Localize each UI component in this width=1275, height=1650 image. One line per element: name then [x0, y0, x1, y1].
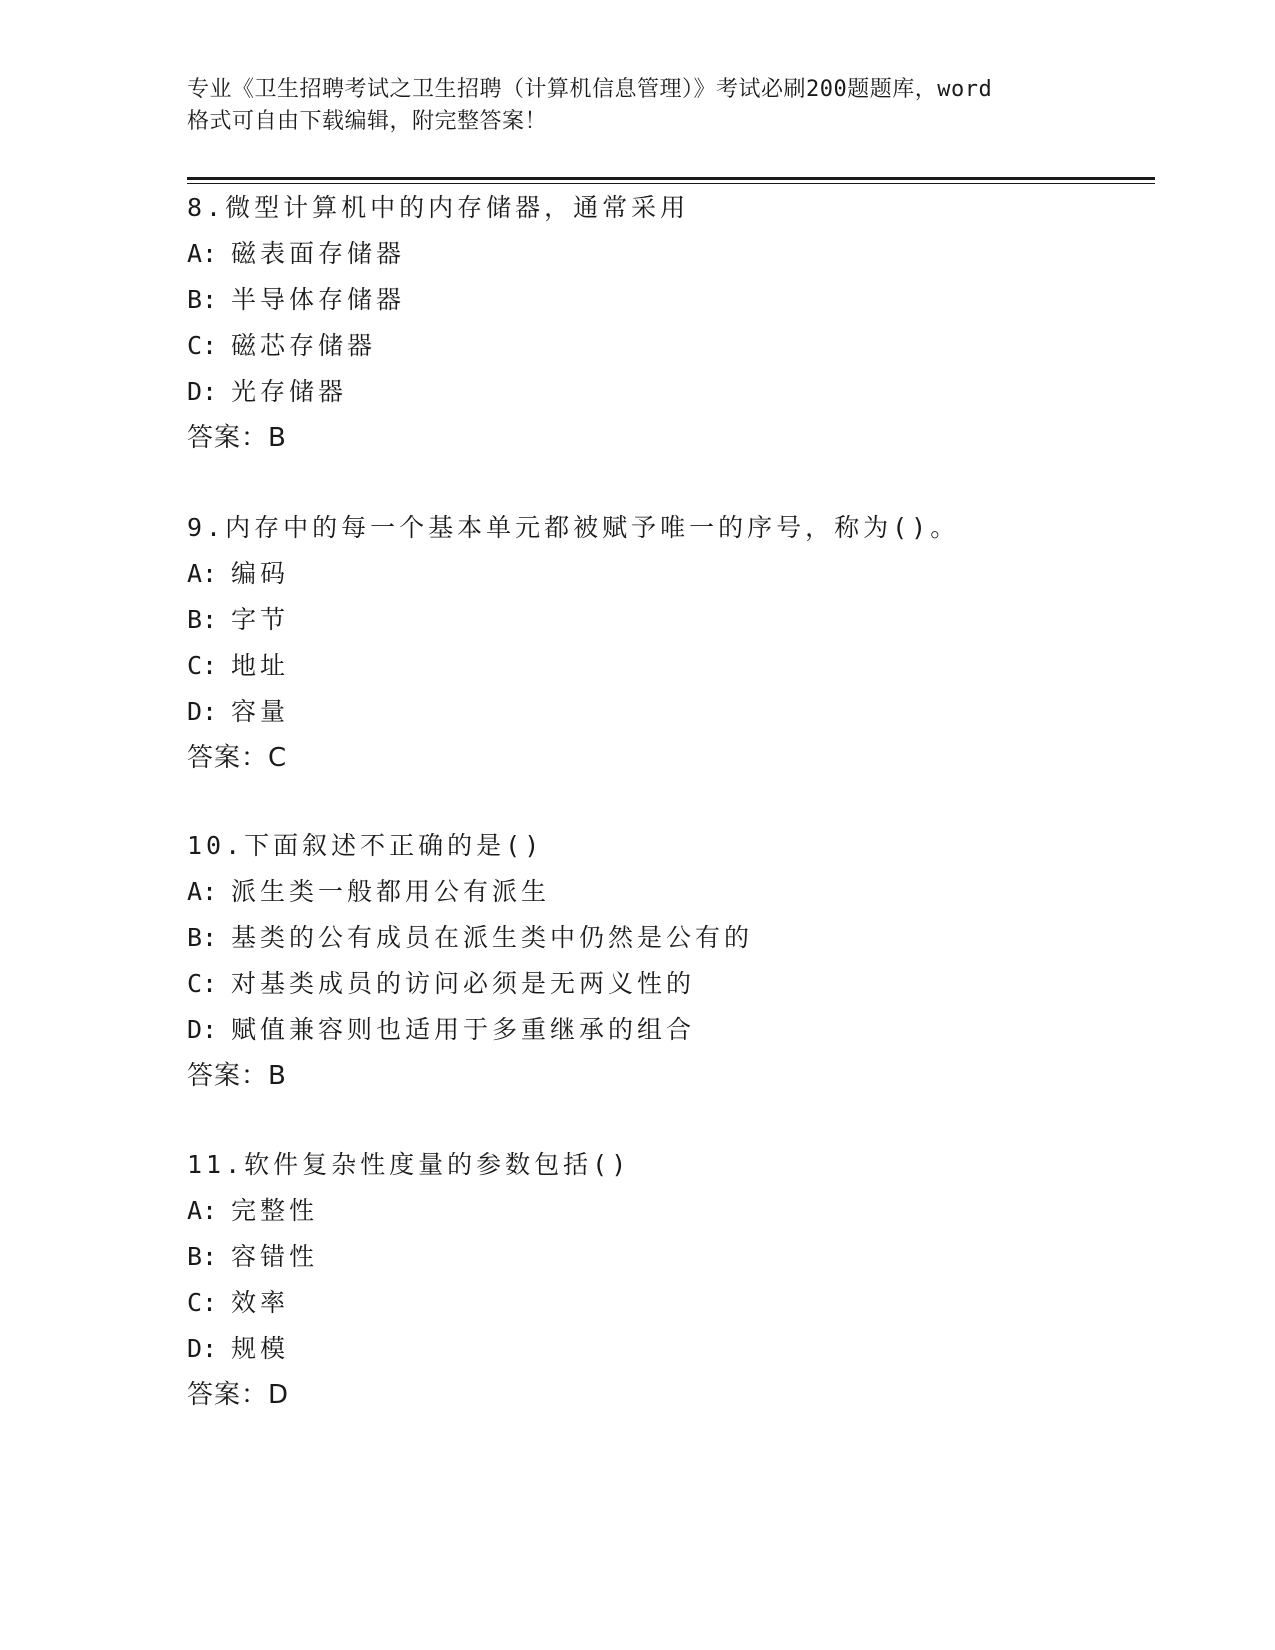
- answer-label: 答案：D: [187, 1380, 290, 1410]
- answer-label: 答案：B: [187, 1061, 287, 1091]
- option-c: [187, 643, 1147, 689]
- question-stem: 9.内存中的每一个基本单元都被赋予唯一的序号，称为()。: [187, 513, 960, 542]
- option-text: 派生类一般都用公有派生: [231, 877, 551, 906]
- header-divider-thin: [187, 183, 1155, 184]
- option-letter: C:: [187, 331, 218, 360]
- option-text: 容量: [231, 697, 290, 726]
- option-c: [187, 961, 1147, 1007]
- answer-label: 答案：C: [187, 743, 288, 773]
- option-c: [187, 1280, 1147, 1326]
- document-header: [187, 74, 1087, 138]
- option-a: [187, 1188, 1147, 1234]
- option-d: [187, 689, 1147, 735]
- option-text: 光存储器: [231, 377, 348, 406]
- question-block: [187, 823, 1147, 1099]
- option-letter: A:: [187, 1196, 218, 1225]
- option-a: [187, 231, 1147, 277]
- header-line-1: 专业《卫生招聘考试之卫生招聘（计算机信息管理）》考试必刷200题题库，word: [187, 77, 993, 102]
- question-block: [187, 505, 1147, 781]
- option-letter: D:: [187, 697, 218, 726]
- option-b: [187, 597, 1147, 643]
- question-stem: 10.下面叙述不正确的是(): [187, 831, 544, 860]
- question-stem: 8.微型计算机中的内存储器，通常采用: [187, 193, 690, 222]
- option-letter: B:: [187, 923, 218, 952]
- option-d: [187, 1007, 1147, 1053]
- option-text: 完整性: [231, 1196, 319, 1225]
- question-stem: 11.软件复杂性度量的参数包括(): [187, 1150, 631, 1179]
- header-divider-thick: [187, 177, 1155, 180]
- option-text: 基类的公有成员在派生类中仍然是公有的: [231, 923, 754, 952]
- option-letter: B:: [187, 285, 218, 314]
- option-letter: D:: [187, 1015, 218, 1044]
- option-letter: A:: [187, 877, 218, 906]
- option-text: 赋值兼容则也适用于多重继承的组合: [231, 1015, 696, 1044]
- option-text: 磁芯存储器: [231, 331, 377, 360]
- option-letter: C:: [187, 969, 218, 998]
- option-text: 半导体存储器: [231, 285, 406, 314]
- option-b: [187, 915, 1147, 961]
- option-text: 地址: [231, 651, 290, 680]
- option-text: 规模: [231, 1334, 290, 1363]
- question-block: [187, 1142, 1147, 1418]
- option-b: [187, 1234, 1147, 1280]
- answer-label: 答案：B: [187, 423, 287, 453]
- option-letter: C:: [187, 1288, 218, 1317]
- header-line-2: 格式可自由下载编辑，附完整答案！: [187, 109, 548, 134]
- option-a: [187, 551, 1147, 597]
- question-block: [187, 185, 1147, 461]
- option-letter: B:: [187, 605, 218, 634]
- option-text: 容错性: [231, 1242, 319, 1271]
- option-text: 字节: [231, 605, 290, 634]
- option-text: 效率: [231, 1288, 290, 1317]
- option-text: 编码: [231, 559, 290, 588]
- option-letter: D:: [187, 1334, 218, 1363]
- option-text: 对基类成员的访问必须是无两义性的: [231, 969, 696, 998]
- option-letter: C:: [187, 651, 218, 680]
- option-letter: A:: [187, 239, 218, 268]
- option-letter: A:: [187, 559, 218, 588]
- option-c: [187, 323, 1147, 369]
- option-d: [187, 369, 1147, 415]
- option-letter: D:: [187, 377, 218, 406]
- option-b: [187, 277, 1147, 323]
- option-text: 磁表面存储器: [231, 239, 406, 268]
- option-letter: B:: [187, 1242, 218, 1271]
- option-a: [187, 869, 1147, 915]
- option-d: [187, 1326, 1147, 1372]
